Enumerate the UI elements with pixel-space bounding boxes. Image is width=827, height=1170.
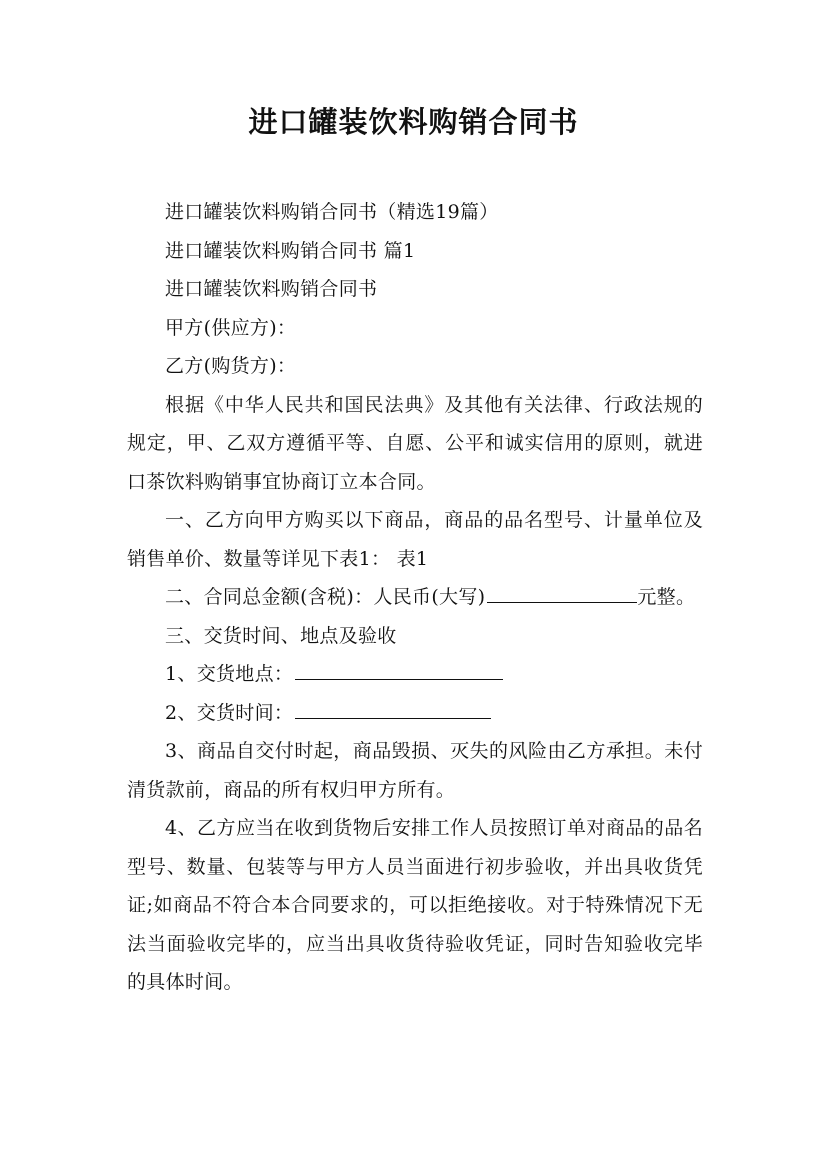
document-title: 进口罐装饮料购销合同书: [248, 105, 579, 139]
delivery-time-label: 2、交货时间：: [165, 701, 294, 724]
amount-blank-line: [487, 580, 637, 603]
paragraph-clause-2: [127, 578, 703, 617]
delivery-place-label: 1、交货地点：: [165, 663, 294, 685]
delivery-place-blank-line: [295, 657, 503, 680]
paragraph-party-b: 乙方(购货方)：: [165, 355, 297, 377]
paragraph-delivery-place: [127, 655, 703, 694]
paragraph-collection-heading: 进口罐装饮料购销合同书（精选19篇）: [165, 201, 499, 223]
clause-2-suffix: 元整。: [637, 586, 696, 608]
paragraph-contract-name: 进口罐装饮料购销合同书: [165, 278, 378, 300]
paragraph-risk-transfer: 3、商品自交付时起，商品毁损、灭失的风险由乙方承担。未付清货款前，商品的所有权归甲方所有。: [127, 740, 703, 801]
paragraph-party-a: 甲方(供应方)：: [165, 316, 297, 339]
paragraph-inspection: 4、乙方应当在收到货物后安排工作人员按照订单对商品的品名型号、数量、包装等与甲方人员当面进行初步验收，并出具收货凭证;如商品不符合本合同要求的，可以拒绝接收。对于特殊情况下无法当面验收完毕的，应当出具收货待验收凭证，同时告知验收完毕的具体时间。: [127, 817, 703, 993]
paragraph-clause-1: 一、乙方向甲方购买以下商品，商品的品名型号、计量单位及销售单价、数量等详见下表1： 表1: [127, 509, 703, 570]
paragraph-delivery-time: [127, 694, 703, 733]
clause-2-text: 二、合同总金额(含税)：人民币(大写): [165, 586, 486, 608]
paragraph-legal-basis: 根据《中华人民共和国民法典》及其他有关法律、行政法规的规定，甲、乙双方遵循平等、自愿、公平和诚实信用的原则，就进口茶饮料购销事宜协商订立本合同。: [127, 393, 703, 493]
paragraph-article-heading: 进口罐装饮料购销合同书 篇1: [165, 239, 416, 262]
delivery-time-blank-line: [295, 696, 491, 719]
document-body: [127, 193, 703, 1002]
paragraph-clause-3: 三、交货时间、地点及验收: [165, 624, 397, 647]
